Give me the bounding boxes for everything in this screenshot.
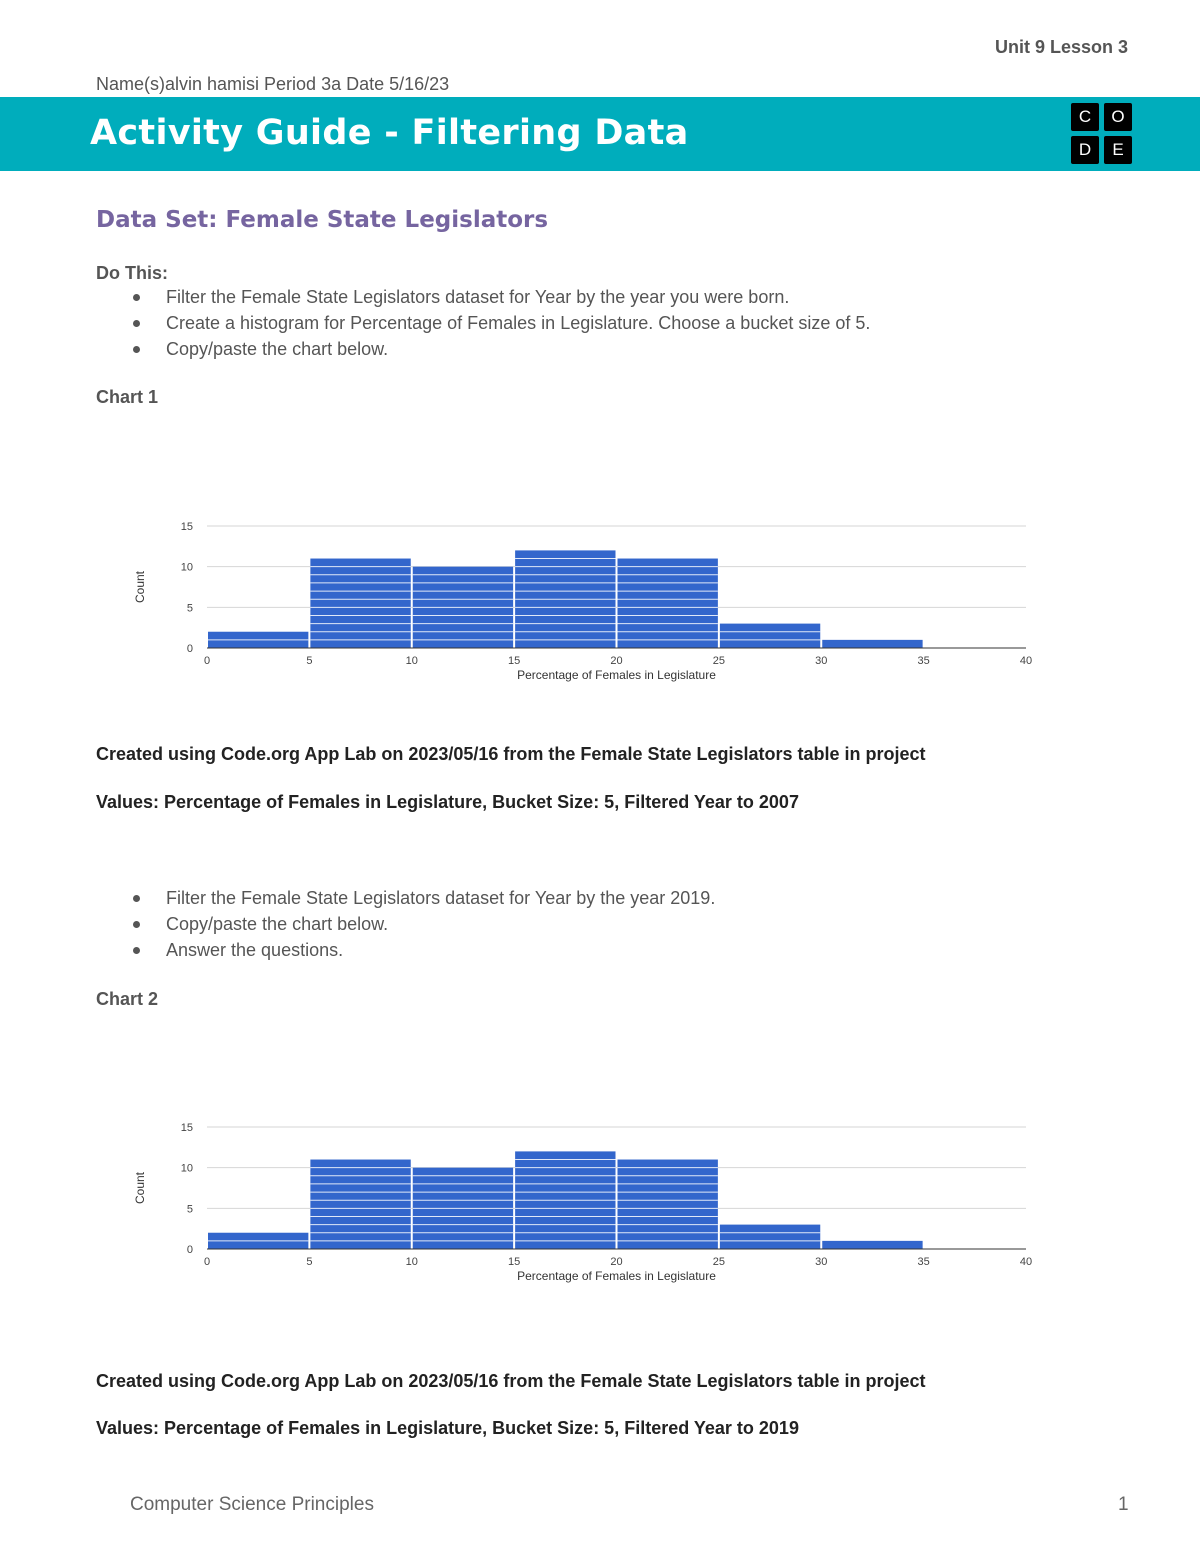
y-axis-label: Count xyxy=(133,570,147,604)
x-axis-label: Percentage of Females in Legislature xyxy=(517,668,716,682)
y-tick-label: 10 xyxy=(180,561,193,574)
y-tick-label: 15 xyxy=(180,1122,193,1134)
chart2-caption-values: Values: Percentage of Females in Legislature, Bucket Size: 5, Filtered Year to 2019 xyxy=(96,1418,799,1438)
x-tick-label: 20 xyxy=(610,655,623,667)
x-tick-label: 25 xyxy=(712,655,725,667)
y-tick-label: 10 xyxy=(180,1162,193,1175)
histogram-bar xyxy=(310,1160,410,1249)
logo-letter-d: D xyxy=(1071,136,1099,164)
x-tick-label: 10 xyxy=(405,655,418,667)
x-axis-label: Percentage of Females in Legislature xyxy=(517,1269,716,1283)
histogram-bar xyxy=(822,640,922,648)
instructions-list-1 xyxy=(130,284,870,362)
chart2-histogram xyxy=(120,1106,1060,1291)
histogram-bar xyxy=(720,624,820,648)
histogram-bar xyxy=(720,1225,820,1249)
chart1-histogram xyxy=(120,505,1060,690)
x-tick-label: 35 xyxy=(917,655,930,667)
instruction-item: Copy/paste the chart below. xyxy=(130,911,715,937)
histogram-bar xyxy=(822,1241,922,1249)
instruction-item: Create a histogram for Percentage of Females in Legislature. Choose a bucket size of 5. xyxy=(130,310,870,336)
x-tick-label: 5 xyxy=(306,1256,313,1268)
x-tick-label: 20 xyxy=(610,1256,623,1268)
histogram-bar xyxy=(310,559,410,648)
x-tick-label: 0 xyxy=(203,1256,211,1268)
x-tick-label: 15 xyxy=(508,655,521,667)
logo-letter-o: O xyxy=(1104,103,1132,131)
x-tick-label: 0 xyxy=(203,655,211,667)
x-tick-label: 35 xyxy=(917,1256,930,1268)
histogram-bar xyxy=(618,1160,718,1249)
instruction-item: Answer the questions. xyxy=(130,937,715,963)
do-this-label: Do This: xyxy=(96,263,168,283)
logo-letter-e: E xyxy=(1104,136,1132,164)
instructions-list-2 xyxy=(130,885,715,963)
unit-lesson-label: Unit 9 Lesson 3 xyxy=(994,37,1128,57)
dataset-heading: Data Set: Female State Legislators xyxy=(96,207,549,233)
x-tick-label: 40 xyxy=(1019,1256,1033,1268)
chart1-caption-source: Created using Code.org App Lab on 2023/05/16 from the Female State Legislators table in project xyxy=(96,744,926,764)
x-tick-label: 15 xyxy=(508,1256,521,1268)
instruction-item: Filter the Female State Legislators dataset for Year by the year you were born. xyxy=(130,284,870,310)
y-tick-label: 0 xyxy=(186,643,193,655)
y-tick-label: 0 xyxy=(186,1244,193,1256)
code-logo xyxy=(1071,103,1135,167)
student-info-line: Name(s)alvin hamisi Period 3a Date 5/16/23 xyxy=(96,74,450,94)
y-tick-label: 15 xyxy=(180,521,193,533)
y-axis-label: Count xyxy=(133,1171,147,1205)
instruction-item: Copy/paste the chart below. xyxy=(130,336,870,362)
y-tick-label: 5 xyxy=(186,1203,193,1216)
chart1-caption-values: Values: Percentage of Females in Legislature, Bucket Size: 5, Filtered Year to 2007 xyxy=(96,792,799,812)
x-tick-label: 40 xyxy=(1019,655,1033,667)
x-tick-label: 30 xyxy=(815,1256,828,1268)
y-tick-label: 5 xyxy=(186,602,193,615)
chart2-label: Chart 2 xyxy=(96,989,159,1009)
page-title: Activity Guide - Filtering Data xyxy=(90,113,689,153)
instruction-item: Filter the Female State Legislators dataset for Year by the year 2019. xyxy=(130,885,715,911)
x-tick-label: 25 xyxy=(712,1256,725,1268)
footer-course-name: Computer Science Principles xyxy=(130,1494,374,1515)
chart1-label: Chart 1 xyxy=(96,387,159,407)
chart2-caption-source: Created using Code.org App Lab on 2023/05/16 from the Female State Legislators table in project xyxy=(96,1371,926,1391)
histogram-bar xyxy=(618,559,718,648)
x-tick-label: 10 xyxy=(405,1256,418,1268)
x-tick-label: 30 xyxy=(815,655,828,667)
logo-letter-c: C xyxy=(1071,103,1099,131)
x-tick-label: 5 xyxy=(306,655,313,667)
footer-page-number: 1 xyxy=(1118,1494,1129,1515)
